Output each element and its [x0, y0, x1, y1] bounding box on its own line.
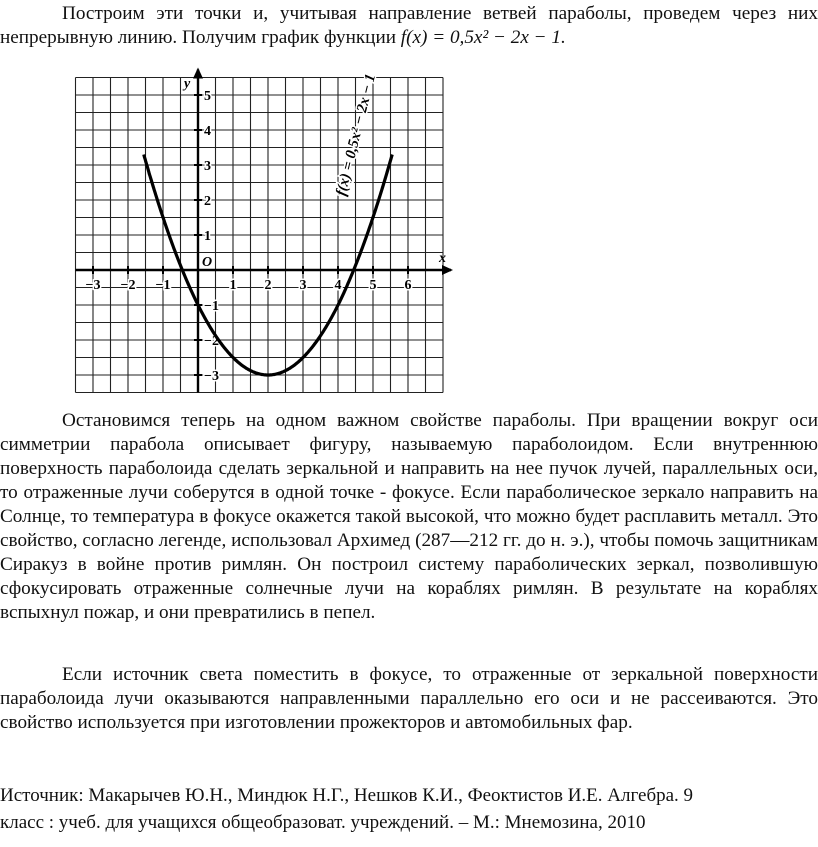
- x-tick-label: −1: [155, 278, 171, 293]
- curve-label: f(x) = 0,5x² − 2x − 1: [333, 72, 380, 198]
- source-line-2: класс : учеб. для учащихся общеобразоват. учреждений. – М.: Мнемозина, 2010: [0, 812, 646, 833]
- intro-formula: f(x) = 0,5x² − 2x − 1.: [400, 27, 566, 48]
- y-axis-arrow: [193, 68, 203, 79]
- chart-axes: [76, 68, 454, 393]
- x-tick-label: 3: [299, 278, 307, 293]
- chart-tick-labels: [86, 72, 446, 384]
- chart-grid: [76, 78, 444, 393]
- y-tick-label: −1: [204, 299, 219, 314]
- y-tick-label: 1: [204, 229, 211, 244]
- x-tick-label: 2: [264, 278, 272, 293]
- x-axis-arrow: [442, 265, 453, 275]
- headlight-paragraph: Если источник света поместить в фокусе, то отраженные от зеркальной поверхности параболоида лучи оказываются направленными параллельно его оси и не рассеиваются. Это свойство используется при изготовлении прожекторов и автомобильных фар.: [0, 664, 818, 733]
- archimedes-paragraph: Остановимся теперь на одном важном свойстве параболы. При вращении вокруг оси симметрии парабола описывает фигуру, называемую параболоидом. Если внутреннюю поверхность параболоида сделать зеркальной и направить на нее пучок лучей, параллельных оси, то отраженные лучи соберутся в одной точке - фокусе. Если параболическое зеркало направить на Солнце, то температура в фокусе окажется такой высокой, что можно будет расплавить металл. Это свойство, согласно легенде, использовал Архимед (287—212 гг. до н. э.), чтобы помочь защитникам Сиракуз в войне против римлян. Он построил систему параболических зеркал, позволившую сфокусировать отраженные солнечные лучи на кораблях римлян. В результате на кораблях вспыхнул пожар, и они превратились в пепел.: [0, 410, 818, 623]
- intro-text: Построим эти точки и, учитывая направление ветвей параболы, проведем через них непрерывную линию. Получим график функции: [0, 3, 818, 48]
- x-axis-label: x: [439, 251, 446, 266]
- parabola-chart: [64, 60, 446, 396]
- y-tick-label: 5: [204, 89, 211, 104]
- y-tick-label: 2: [204, 194, 211, 209]
- y-axis-label: y: [184, 76, 191, 92]
- y-tick-label: −2: [204, 334, 219, 349]
- intro-paragraph: [0, 2, 818, 50]
- x-tick-label: −2: [120, 278, 136, 293]
- x-tick-label: 4: [334, 278, 342, 293]
- y-tick-label: 3: [204, 159, 211, 174]
- source-citation: [0, 782, 818, 836]
- x-tick-label: 5: [369, 278, 377, 293]
- source-line-1: Источник: Макарычев Ю.Н., Миндюк Н.Г., Нешков К.И., Феоктистов И.Е. Алгебра. 9: [0, 785, 694, 806]
- x-tick-label: −3: [85, 278, 101, 293]
- x-tick-label: 6: [404, 278, 412, 293]
- y-tick-label: −3: [204, 369, 219, 384]
- x-tick-label: 1: [229, 278, 237, 293]
- y-tick-label: 4: [204, 124, 211, 139]
- origin-label: O: [202, 255, 213, 270]
